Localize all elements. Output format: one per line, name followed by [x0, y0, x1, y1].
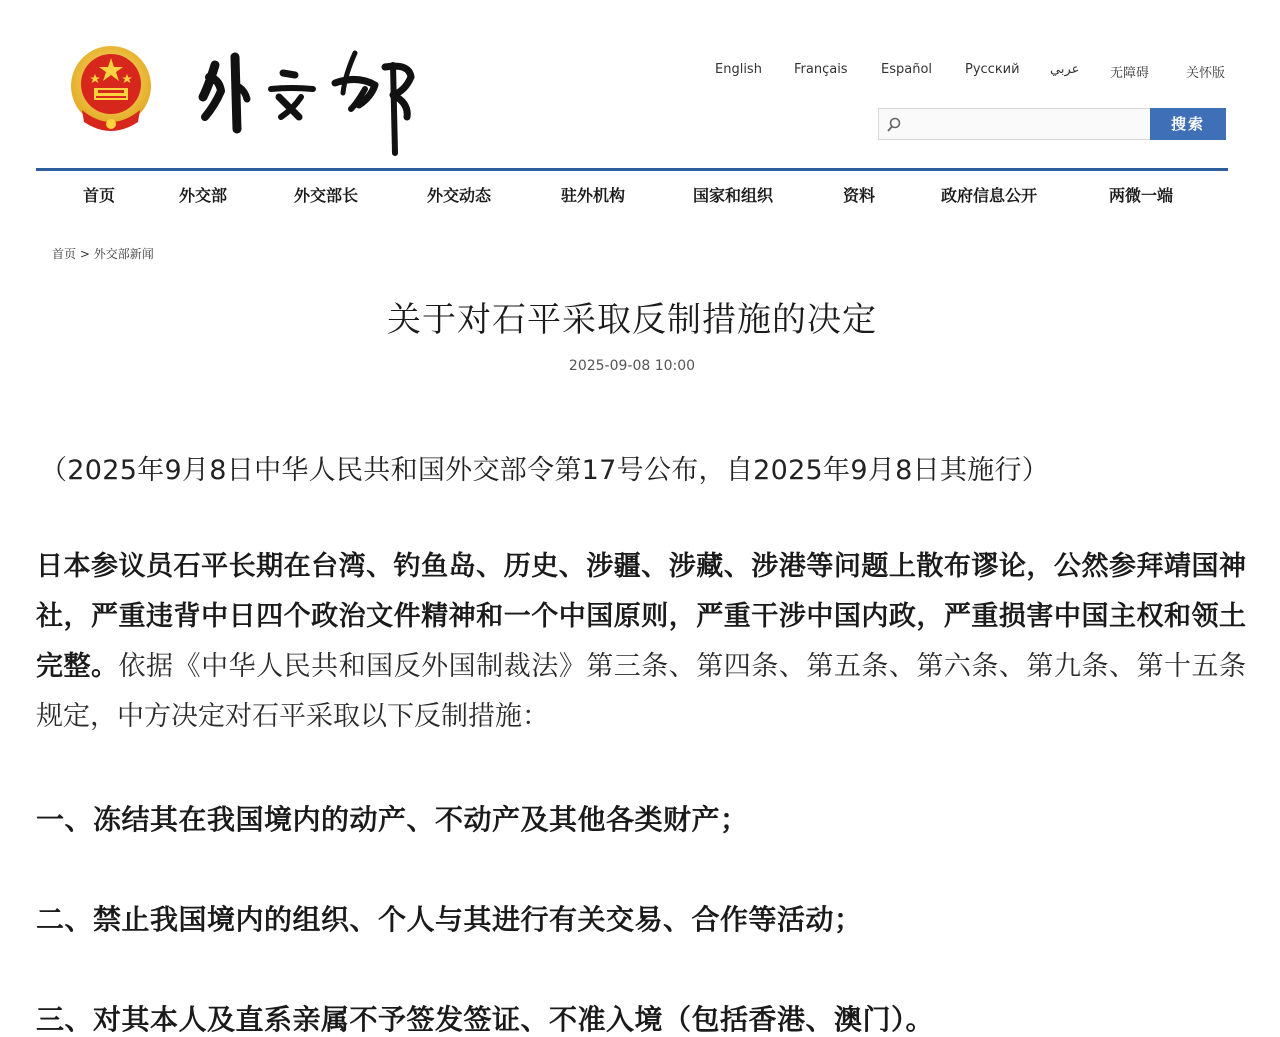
accessibility-link[interactable]: 无障碍	[1110, 66, 1150, 81]
article-paragraph-bold: 日本参议员石平长期在台湾、钓鱼岛、历史、涉疆、涉藏、涉港等问题上散布谬论，公然参拜靖国神社，严重违背中日四个政治文件精神和一个中国原则，严重干涉中国内政，严重损害中国主权和领土完整。	[36, 551, 1246, 682]
search-button[interactable]: 搜索	[1150, 108, 1226, 140]
ministry-calligraphy-logo[interactable]	[195, 45, 425, 160]
header-divider	[36, 168, 1228, 171]
nav-item-government-info[interactable]: 政府信息公开	[941, 186, 1038, 205]
search-input[interactable]	[905, 111, 1145, 137]
site-header	[0, 0, 1280, 170]
lang-arabic-link[interactable]: عربي	[1050, 62, 1080, 77]
article-paragraph-normal: 依据《中华人民共和国反外国制裁法》第三条、第四条、第五条、第六条、第九条、第十五条规定，中方决定对石平采取以下反制措施：	[36, 651, 1247, 732]
article-title: 关于对石平采取反制措施的决定	[387, 300, 877, 340]
breadcrumb	[52, 245, 154, 262]
lang-russian-link[interactable]: Русский	[965, 62, 1020, 77]
breadcrumb-home-link[interactable]: 首页	[52, 247, 77, 261]
nav-item-social-apps[interactable]: 两微一端	[1109, 186, 1174, 205]
nav-item-diplomatic-news[interactable]: 外交动态	[427, 186, 492, 205]
lang-french-link[interactable]: Français	[794, 62, 848, 77]
nav-item-missions-abroad[interactable]: 驻外机构	[561, 186, 626, 205]
measure-item-2: 二、禁止我国境内的组织、个人与其进行有关交易、合作等活动；	[36, 903, 863, 936]
nav-item-minister[interactable]: 外交部长	[294, 186, 359, 205]
elderly-mode-link[interactable]: 关怀版	[1186, 66, 1226, 81]
article-subtitle: （2025年9月8日中华人民共和国外交部令第17号公布，自2025年9月8日其施行）	[40, 455, 1050, 486]
language-bar	[700, 62, 1240, 80]
nav-item-ministry[interactable]: 外交部	[179, 186, 228, 205]
nav-item-home[interactable]: 首页	[83, 186, 116, 205]
nav-item-countries-organizations[interactable]: 国家和组织	[693, 186, 774, 205]
nav-item-resources[interactable]: 资料	[843, 186, 876, 205]
measure-item-1: 一、冻结其在我国境内的动产、不动产及其他各类财产；	[36, 803, 749, 836]
measure-item-3: 三、对其本人及直系亲属不予签发签证、不准入境（包括香港、澳门）。	[36, 1003, 935, 1036]
breadcrumb-section-link[interactable]: 外交部新闻	[93, 247, 154, 261]
main-nav	[36, 183, 1228, 209]
lang-spanish-link[interactable]: Español	[881, 62, 933, 77]
lang-english-link[interactable]: English	[715, 62, 762, 77]
breadcrumb-separator: >	[79, 247, 90, 261]
national-emblem-icon[interactable]	[68, 44, 154, 134]
search-box[interactable]	[878, 108, 1150, 140]
search-icon	[885, 116, 903, 134]
search-bar	[878, 108, 1228, 140]
article-date: 2025-09-08 10:00	[568, 358, 696, 374]
article-paragraph	[36, 542, 1246, 742]
